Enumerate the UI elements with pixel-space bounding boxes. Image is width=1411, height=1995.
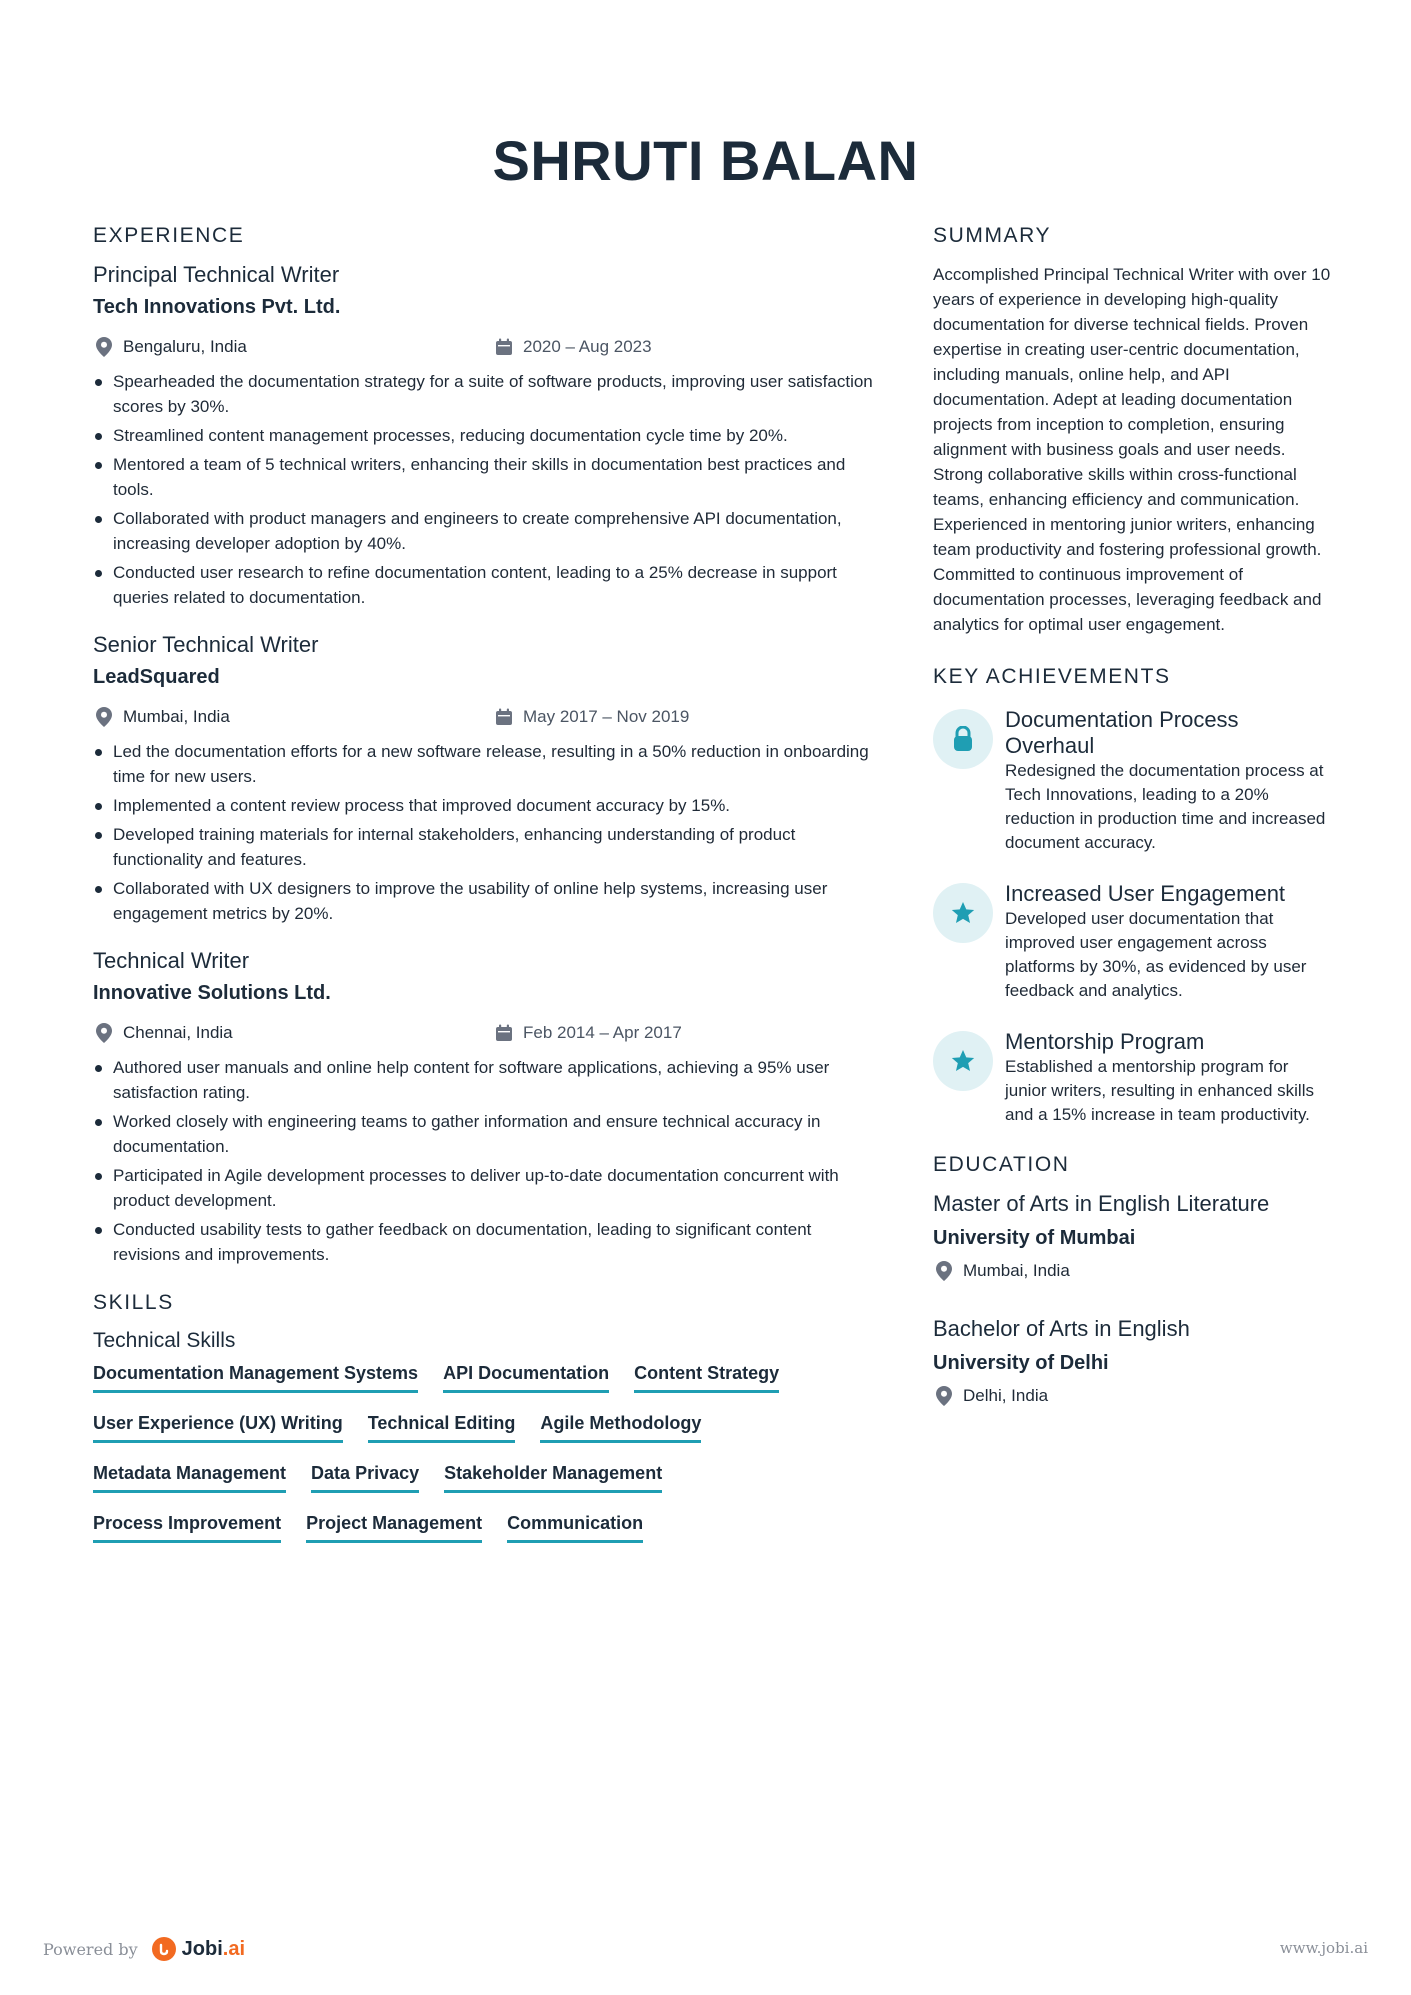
education-school: University of Mumbai xyxy=(933,1227,1136,1249)
job-location xyxy=(93,706,493,728)
skill-tag: Metadata Management xyxy=(93,1463,286,1493)
job-dates xyxy=(493,706,689,728)
job-location-text: Mumbai, India xyxy=(123,707,230,726)
achievement-desc: Developed user documentation that improved user engagement across platforms by 30%, as evidenced by user feedback and analytics. xyxy=(1005,909,1307,1000)
achievement-title: Documentation Process Overhaul xyxy=(1005,707,1239,758)
skill-tag: API Documentation xyxy=(443,1363,609,1393)
job-dates xyxy=(493,1022,682,1044)
job-company: Innovative Solutions Ltd. xyxy=(93,982,331,1004)
skills-list xyxy=(93,1363,853,1543)
job-bullet: Developed training materials for internal stakeholders, enhancing understanding of product functionality and features. xyxy=(93,822,873,872)
achievement-title: Increased User Engagement xyxy=(1005,881,1286,906)
job-entry xyxy=(93,262,873,610)
job-location-text: Bengaluru, India xyxy=(123,337,247,356)
job-dates xyxy=(493,336,652,358)
job-bullet: Worked closely with engineering teams to gather information and ensure technical accuracy in documentation. xyxy=(93,1109,873,1159)
skill-tag: Stakeholder Management xyxy=(444,1463,662,1493)
location-pin-icon xyxy=(93,706,115,728)
calendar-icon xyxy=(493,336,515,358)
education-entry xyxy=(933,1316,1333,1407)
job-company: Tech Innovations Pvt. Ltd. xyxy=(93,296,341,318)
job-bullet: Authored user manuals and online help content for software applications, achieving a 95% user satisfaction rating. xyxy=(93,1055,873,1105)
job-meta xyxy=(93,335,873,359)
calendar-icon xyxy=(493,1022,515,1044)
job-company: LeadSquared xyxy=(93,666,220,688)
job-bullet: Streamlined content management processes, reducing documentation cycle time by 20%. xyxy=(93,423,873,448)
job-bullet: Collaborated with product managers and engineers to create comprehensive API documentation, increasing developer adoption by 40%. xyxy=(93,506,873,556)
lock-icon xyxy=(933,709,993,769)
job-bullet: Spearheaded the documentation strategy for a suite of software products, improving user satisfaction scores by 30%. xyxy=(93,369,873,419)
star-icon xyxy=(933,1031,993,1091)
skill-tag: Technical Editing xyxy=(368,1413,516,1443)
job-bullets xyxy=(93,1055,873,1267)
location-pin-icon xyxy=(93,336,115,358)
calendar-icon xyxy=(493,706,515,728)
job-bullet: Conducted user research to refine documentation content, leading to a 25% decrease in support queries related to documentation. xyxy=(93,560,873,610)
location-pin-icon xyxy=(933,1385,955,1407)
job-dates-text: 2020 – Aug 2023 xyxy=(523,337,652,356)
job-title: Technical Writer xyxy=(93,948,250,973)
job-bullet: Led the documentation efforts for a new software release, resulting in a 50% reduction in onboarding time for new users. xyxy=(93,739,873,789)
candidate-name: SHRUTI BALAN xyxy=(492,129,919,192)
job-meta xyxy=(93,705,873,729)
education-location-text: Delhi, India xyxy=(963,1386,1049,1405)
powered-by xyxy=(43,1937,245,1961)
skills-section-title: SKILLS xyxy=(93,1291,174,1314)
skill-tag: Communication xyxy=(507,1513,643,1543)
job-dates-text: Feb 2014 – Apr 2017 xyxy=(523,1023,682,1042)
achievement-item xyxy=(933,881,1333,1003)
job-bullets xyxy=(93,739,873,926)
job-bullet: Collaborated with UX designers to improve the usability of online help systems, increasing user engagement metrics by 20%. xyxy=(93,876,873,926)
skill-tag: Documentation Management Systems xyxy=(93,1363,418,1393)
education-degree: Bachelor of Arts in English xyxy=(933,1316,1190,1341)
achievement-body xyxy=(1005,1029,1333,1127)
left-column xyxy=(93,224,873,1543)
education-degree: Master of Arts in English Literature xyxy=(933,1191,1270,1216)
job-title: Senior Technical Writer xyxy=(93,632,319,657)
job-entry xyxy=(93,632,873,926)
location-pin-icon xyxy=(933,1260,955,1282)
experience-list xyxy=(93,262,873,1267)
education-list xyxy=(933,1191,1333,1407)
job-title: Principal Technical Writer xyxy=(93,262,340,287)
job-bullets xyxy=(93,369,873,610)
summary-text: Accomplished Principal Technical Writer with over 10 years of experience in developing high-quality documentation for diverse technical fields. Proven expertise in creating user-centric documentation, including manuals, online help, and API documentation. Adept at leading documentation projects from inception to completion, ensuring alignment with business goals and user needs. Strong collaborative skills within cross-functional teams, enhancing efficiency and communication. Experienced in mentoring junior writers, enhancing team productivity and fostering professional growth. Committed to continuous improvement of documentation processes, leveraging feedback and analytics for optimal user engagement. xyxy=(933,265,1331,634)
achievement-body xyxy=(1005,707,1333,855)
location-pin-icon xyxy=(93,1022,115,1044)
job-entry xyxy=(93,948,873,1267)
education-location xyxy=(933,1260,1333,1282)
achievement-item xyxy=(933,1029,1333,1127)
skill-tag: Process Improvement xyxy=(93,1513,281,1543)
skills-subtitle: Technical Skills xyxy=(93,1329,236,1352)
experience-section-title: EXPERIENCE xyxy=(93,224,245,247)
education-location-text: Mumbai, India xyxy=(963,1261,1070,1280)
achievements-section-title: KEY ACHIEVEMENTS xyxy=(933,665,1171,688)
education-location xyxy=(933,1385,1333,1407)
achievement-desc: Established a mentorship program for junior writers, resulting in enhanced skills and a 15% increase in team productivity. xyxy=(1005,1057,1314,1124)
education-section-title: EDUCATION xyxy=(933,1153,1070,1176)
job-location xyxy=(93,336,493,358)
education-entry xyxy=(933,1191,1333,1282)
achievement-item xyxy=(933,707,1333,855)
job-dates-text: May 2017 – Nov 2019 xyxy=(523,707,690,726)
job-location-text: Chennai, India xyxy=(123,1023,233,1042)
job-meta xyxy=(93,1021,873,1045)
skill-tag: Content Strategy xyxy=(634,1363,779,1393)
skill-tag: Data Privacy xyxy=(311,1463,419,1493)
skill-tag: User Experience (UX) Writing xyxy=(93,1413,343,1443)
job-bullet: Implemented a content review process that improved document accuracy by 15%. xyxy=(93,793,873,818)
education-school: University of Delhi xyxy=(933,1352,1109,1374)
achievement-title: Mentorship Program xyxy=(1005,1029,1205,1054)
right-column xyxy=(933,224,1333,1441)
achievements-list xyxy=(933,707,1333,1127)
star-icon xyxy=(933,883,993,943)
achievement-desc: Redesigned the documentation process at Tech Innovations, leading to a 20% reduction in production time and increased document accuracy. xyxy=(1005,761,1326,852)
job-bullet: Conducted usability tests to gather feedback on documentation, leading to significant content revisions and improvements. xyxy=(93,1217,873,1267)
powered-by-label: Powered by xyxy=(43,1939,138,1959)
summary-section-title: SUMMARY xyxy=(933,224,1052,247)
achievement-body xyxy=(1005,881,1333,1003)
job-location xyxy=(93,1022,493,1044)
skill-tag: Agile Methodology xyxy=(540,1413,701,1443)
job-bullet: Mentored a team of 5 technical writers, enhancing their skills in documentation best practices and tools. xyxy=(93,452,873,502)
jobi-logo-icon xyxy=(152,1937,176,1961)
job-bullet: Participated in Agile development processes to deliver up-to-date documentation concurrent with product development. xyxy=(93,1163,873,1213)
skill-tag: Project Management xyxy=(306,1513,482,1543)
footer-url[interactable]: www.jobi.ai xyxy=(1279,1939,1368,1957)
jobi-logo-text[interactable]: Jobi.ai xyxy=(181,1937,246,1960)
